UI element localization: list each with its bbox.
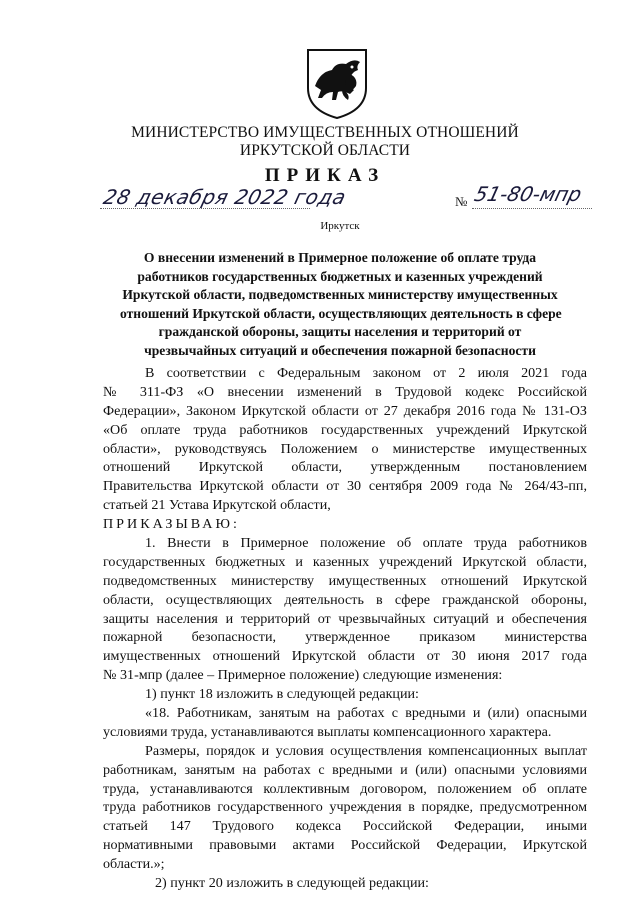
body-line: условиями труда, устанавливаются выплаты компенсационного характера. (103, 723, 552, 740)
document-title: ПРИКАЗ (264, 165, 386, 186)
body-line: В соответствии с Федеральным законом от 2 июля 2021 года (145, 365, 587, 381)
body-line: 1. Внести в Примерное положение об оплате труда работников (145, 535, 587, 552)
body-line-command: ПРИКАЗЫВАЮ: (103, 516, 240, 533)
body-line: области, осуществляющих деятельность в сфере гражданской обороны, (103, 591, 587, 608)
order-date: 28 декабря 2022 года (101, 185, 349, 209)
number-underline (472, 208, 592, 209)
body-line: труда работников государственного учреждения в порядке, предусмотренном (103, 799, 587, 816)
body-line: № 31-мпр (далее – Примерное положение) следующие изменения: (103, 667, 503, 684)
body-line: Правительства Иркутской области от 30 сентября 2009 года № 264/43-пп, (103, 478, 587, 495)
heading-line: Иркутской области, подведомственных министерству имущественных (122, 287, 558, 302)
heading-line: гражданской обороны, защиты населения и территорий от (158, 324, 522, 339)
body-line: имущественных отношений Иркутской области от 30 июня 2017 года (103, 648, 587, 665)
body-line: Размеры, порядок и условия осуществления компенсационных выплат (145, 742, 587, 759)
body-line: области», руководствуясь Положением о министерстве имущественных (103, 440, 587, 457)
city-name: Иркутск (320, 220, 360, 232)
body-line: работникам, занятым на работах с вредными и (или) опасными условиями (103, 761, 587, 778)
body-line: пожарной безопасности, утвержденное приказом министерства (103, 629, 587, 646)
order-body (103, 364, 587, 893)
body-line: труда, устанавливаются коллективным договором, положением об оплате (103, 780, 587, 797)
order-heading (120, 249, 560, 360)
body-line: «18. Работникам, занятым на работах с вредными и (или) опасными (145, 705, 587, 722)
body-line: нормативными правовыми актами Российской Федерации, Иркутской (103, 837, 587, 854)
body-line: № 311-ФЗ «О внесении изменений в Трудовой кодекс Российской (103, 383, 587, 400)
date-underline (100, 208, 310, 209)
heading-line: отношений Иркутской области, осуществляющих деятельность в сфере (120, 305, 562, 321)
body-line: «Об оплате труда работников государственных учреждений Иркутской (103, 421, 587, 438)
ministry-name-line1: МИНИСТЕРСТВО ИМУЩЕСТВЕННЫХ ОТНОШЕНИЙ (131, 124, 519, 141)
body-line: статьей 147 Трудового кодекса Российской Федерации, иными (103, 818, 587, 835)
coat-of-arms-icon (302, 48, 372, 120)
body-line: области.»; (103, 856, 165, 873)
body-line: подведомственных министерству имущественных отношений Иркутской (103, 572, 587, 589)
body-line: 1) пункт 18 изложить в следующей редакции: (145, 686, 419, 703)
order-number-prefix: № (455, 194, 468, 209)
body-line: отношений Иркутской области, утвержденным постановлением (103, 459, 587, 476)
heading-line: чрезвычайных ситуаций и обеспечения пожарной безопасности (144, 342, 536, 358)
ministry-name-line2: ИРКУТСКОЙ ОБЛАСТИ (239, 142, 411, 159)
body-line: 2) пункт 20 изложить в следующей редакции: (155, 875, 429, 892)
heading-line: О внесении изменений в Примерное положение об оплате труда (143, 250, 537, 265)
body-line: Федерации», Законом Иркутской области от 27 декабря 2016 года № 131-ОЗ (103, 402, 587, 419)
heading-line: работников государственных бюджетных и казенных учреждений (137, 268, 543, 284)
order-number: 51-80-мпр (472, 182, 585, 206)
body-line: государственных бюджетных и казенных учреждений Иркутской области, (103, 553, 587, 570)
body-line: защиты населения и территорий от чрезвычайных ситуаций и обеспечения (103, 610, 587, 627)
body-line: статьей 21 Устава Иркутской области, (103, 497, 331, 514)
